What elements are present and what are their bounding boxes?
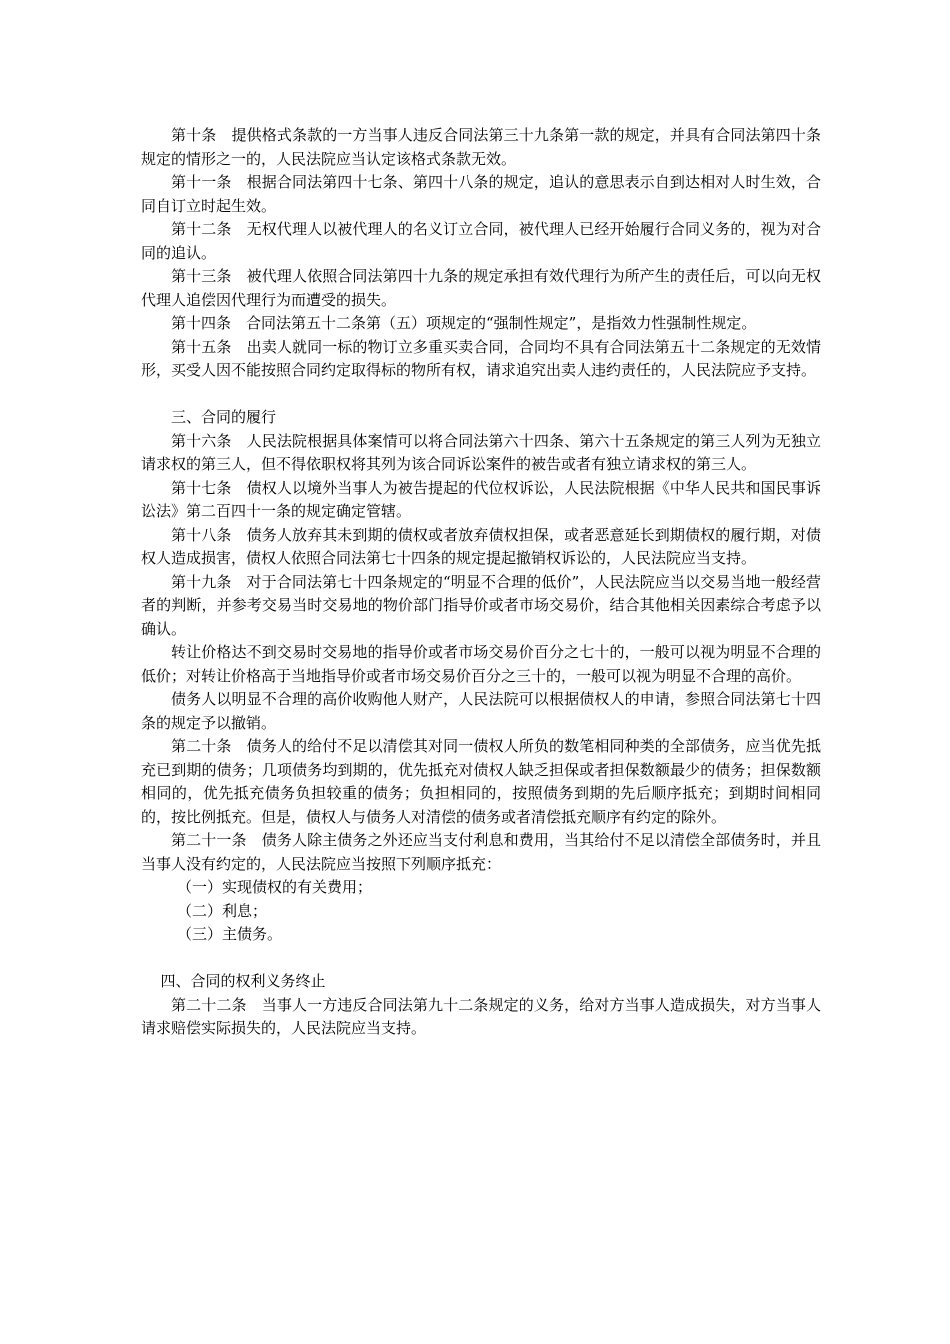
article-22: 第二十二条 当事人一方违反合同法第九十二条规定的义务，给对方当事人造成损失，对方当事人请求赔偿实际损失的，人民法院应当支持。	[141, 995, 821, 1037]
article-14: 第十四条 合同法第五十二条第（五）项规定的“强制性规定”，是指效力性强制性规定。	[171, 314, 757, 332]
article-11: 第十一条 根据合同法第四十七条、第四十八条的规定，追认的意思表示自到达相对人时生效，合同自订立时起生效。	[141, 173, 821, 215]
article-20: 第二十条 债务人的给付不足以清偿其对同一债权人所负的数笔相同种类的全部债务，应当优先抵充已到期的债务；几项债务均到期的，优先抵充对债权人缺乏担保或者担保数额最少的债务；担保数额相同的，优先抵充债务负担较重的债务；负担相同的，按照债务到期的先后顺序抵充；到期时间相同的，按比例抵充。但是，债权人与债务人对清偿的债务或者清偿抵充顺序有约定的除外。	[141, 737, 821, 826]
article-16: 第十六条 人民法院根据具体案情可以将合同法第六十四条、第六十五条规定的第三人列为无独立请求权的第三人，但不得依职权将其列为该合同诉讼案件的被告或者有独立请求权的第三人。	[141, 431, 821, 473]
article-10: 第十条 提供格式条款的一方当事人违反合同法第三十九条第一款的规定，并具有合同法第四十条规定的情形之一的，人民法院应当认定该格式条款无效。	[141, 126, 821, 168]
article-12: 第十二条 无权代理人以被代理人的名义订立合同，被代理人已经开始履行合同义务的，视为对合同的追认。	[141, 220, 821, 262]
article-18: 第十八条 债务人放弃其未到期的债权或者放弃债权担保，或者恶意延长到期债权的履行期，对债权人造成损害，债权人依照合同法第七十四条的规定提起撤销权诉讼的，人民法院应当支持。	[141, 525, 821, 567]
article-21-item-3: （三）主债务。	[177, 925, 283, 943]
article-13: 第十三条 被代理人依照合同法第四十九条的规定承担有效代理行为所产生的责任后，可以向无权代理人追偿因代理行为而遭受的损失。	[141, 267, 821, 309]
document-body	[141, 124, 821, 1041]
article-21: 第二十一条 债务人除主债务之外还应当支付利息和费用，当其给付不足以清偿全部债务时，并且当事人没有约定的，人民法院应当按照下列顺序抵充：	[141, 831, 821, 873]
section-4-heading: 四、合同的权利义务终止	[160, 972, 326, 990]
section-3-heading: 三、合同的履行	[171, 408, 277, 426]
article-17: 第十七条 债权人以境外当事人为被告提起的代位权诉讼，人民法院根据《中华人民共和国民事诉讼法》第二百四十一条的规定确定管辖。	[141, 478, 821, 520]
section-gap	[141, 383, 821, 407]
article-21-item-1: （一）实现债权的有关费用；	[177, 878, 373, 896]
article-19-para-3: 债务人以明显不合理的高价收购他人财产，人民法院可以根据债权人的申请，参照合同法第七十四条的规定予以撤销。	[141, 690, 821, 732]
article-19-para-2: 转让价格达不到交易时交易地的指导价或者市场交易价百分之七十的，一般可以视为明显不合理的低价；对转让价格高于当地指导价或者市场交易价百分之三十的，一般可以视为明显不合理的高价。	[141, 643, 821, 685]
section-gap	[141, 947, 821, 971]
article-15: 第十五条 出卖人就同一标的物订立多重买卖合同，合同均不具有合同法第五十二条规定的无效情形，买受人因不能按照合同约定取得标的物所有权，请求追究出卖人违约责任的，人民法院应予支持。	[141, 337, 821, 379]
article-21-item-2: （二）利息；	[177, 901, 268, 920]
article-19: 第十九条 对于合同法第七十四条规定的“明显不合理的低价”，人民法院应当以交易当地一般经营者的判断，并参考交易当时交易地的物价部门指导价或者市场交易价，结合其他相关因素综合考虑予以确认。	[141, 572, 821, 638]
